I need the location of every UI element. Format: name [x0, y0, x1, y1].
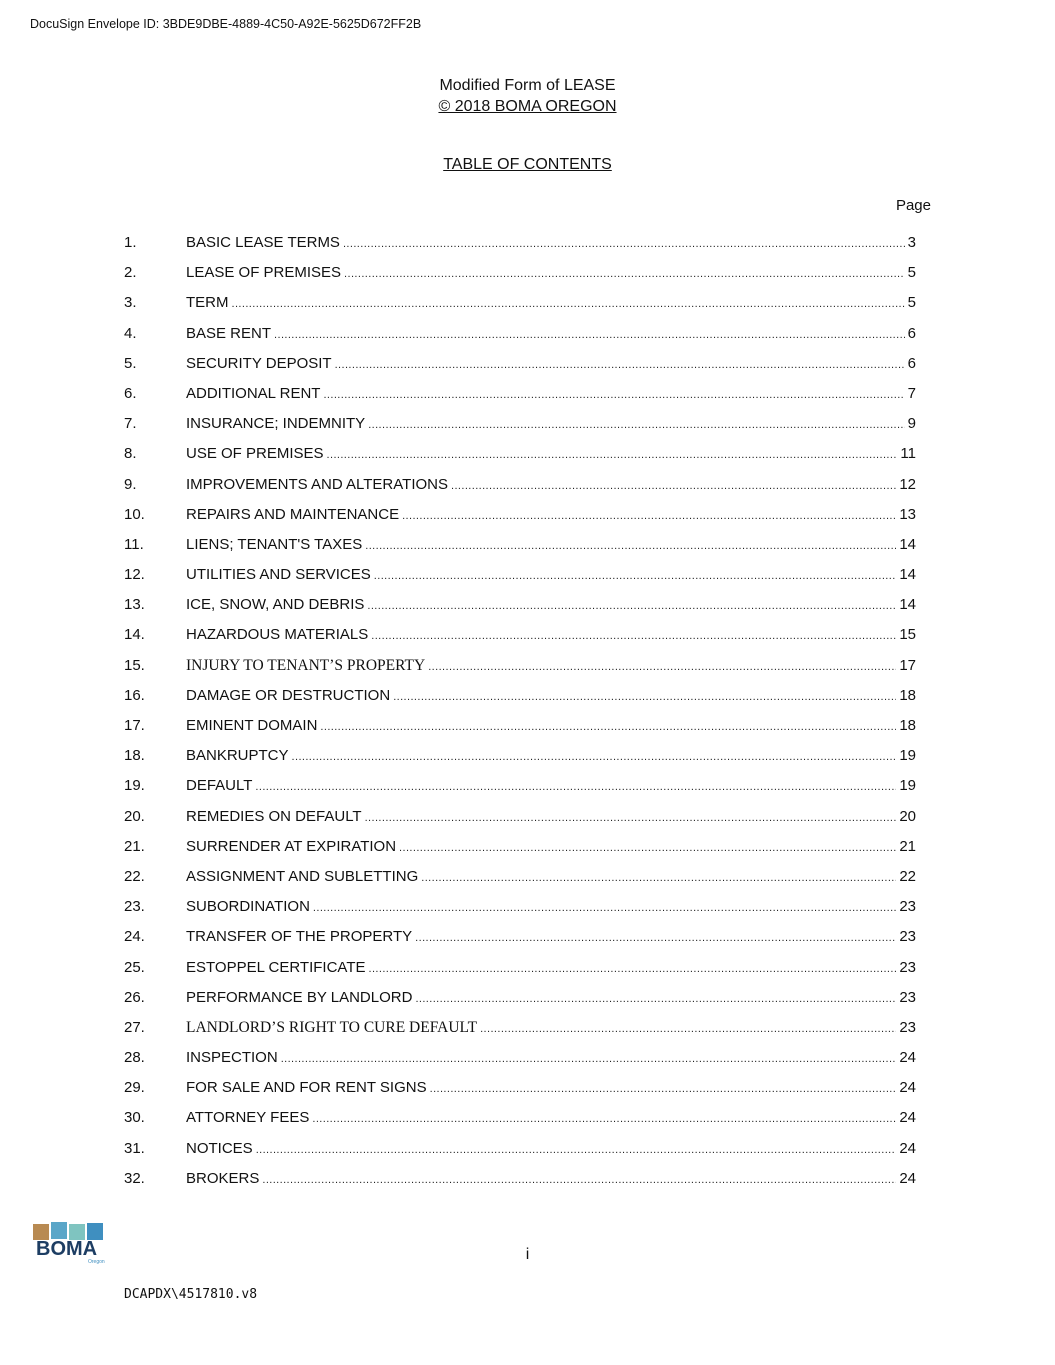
toc-dot-leader [281, 1053, 897, 1065]
toc-entry-page: 23 [899, 958, 916, 976]
toc-entry[interactable] [124, 596, 916, 626]
toc-entry-page: 5 [907, 294, 916, 312]
toc-entry-number: 32. [124, 1169, 145, 1187]
toc-entry-page: 24 [899, 1169, 916, 1187]
toc-heading: TABLE OF CONTENTS [443, 156, 612, 173]
toc-dot-leader [365, 812, 897, 824]
toc-entry-title: LIENS; TENANT'S TAXES [186, 535, 363, 553]
toc-entry-title: UTILITIES AND SERVICES [186, 566, 371, 584]
toc-entry-number: 19. [124, 777, 145, 795]
toc-entry-number: 14. [124, 626, 145, 644]
toc-entry[interactable] [124, 928, 916, 958]
document-title [0, 75, 1055, 117]
toc-entry-number: 21. [124, 837, 145, 855]
toc-entry[interactable] [124, 1140, 916, 1170]
toc-entry-number: 25. [124, 958, 145, 976]
toc-entry-title: TRANSFER OF THE PROPERTY [186, 928, 413, 946]
toc-entry-title: REMEDIES ON DEFAULT [186, 807, 362, 825]
toc-dot-leader [428, 661, 896, 673]
toc-dot-leader [256, 1144, 897, 1156]
toc-entry-title: NOTICES [186, 1139, 253, 1157]
toc-entry[interactable] [124, 536, 916, 566]
toc-entry-number: 16. [124, 686, 145, 704]
toc-entry[interactable] [124, 415, 916, 445]
toc-entry-title: ADDITIONAL RENT [186, 384, 321, 402]
toc-entry-page: 6 [907, 324, 916, 342]
toc-entry-page: 9 [907, 415, 916, 433]
toc-entry[interactable] [124, 868, 916, 898]
toc-entry[interactable] [124, 777, 916, 807]
toc-entry-number: 1. [124, 234, 137, 251]
toc-entry-number: 13. [124, 596, 145, 614]
toc-entry-number: 17. [124, 717, 145, 734]
toc-entry-title: FOR SALE AND FOR RENT SIGNS [186, 1079, 427, 1097]
toc-dot-leader [480, 1023, 896, 1035]
toc-entry-title: REPAIRS AND MAINTENANCE [186, 505, 400, 523]
toc-entry-number: 22. [124, 867, 145, 885]
toc-entry-page: 23 [899, 1018, 916, 1036]
toc-entry-page: 24 [899, 1079, 916, 1097]
toc-dot-leader [232, 298, 905, 310]
toc-entry-number: 15. [124, 656, 145, 674]
toc-entry-page: 13 [899, 505, 916, 523]
toc-entry-page: 24 [899, 1049, 916, 1067]
toc-dot-leader [402, 510, 896, 522]
toc-entry[interactable] [124, 657, 916, 687]
toc-entry-title: TERM [186, 294, 229, 312]
toc-entry[interactable] [124, 234, 916, 264]
toc-entry-number: 7. [124, 415, 137, 433]
toc-entry-page: 15 [899, 626, 916, 644]
document-id: DCAPDX\4517810.v8 [124, 1287, 258, 1302]
toc-entry-title: ESTOPPEL CERTIFICATE [186, 958, 366, 976]
toc-entry-number: 31. [124, 1139, 145, 1157]
toc-entry[interactable] [124, 566, 916, 596]
toc-dot-leader [374, 570, 897, 582]
toc-entry-number: 3. [124, 294, 137, 312]
toc-dot-leader [371, 630, 896, 642]
toc-entry-number: 4. [124, 324, 137, 342]
toc-entry-number: 29. [124, 1079, 145, 1097]
toc-dot-leader [365, 540, 896, 552]
toc-dot-leader [344, 268, 905, 280]
toc-entry-page: 19 [899, 747, 916, 765]
toc-entry-page: 24 [899, 1109, 916, 1127]
toc-entry[interactable] [124, 506, 916, 536]
toc-entry-page: 23 [899, 898, 916, 916]
toc-entry[interactable] [124, 838, 916, 868]
toc-entry-page: 23 [899, 988, 916, 1006]
toc-entry-number: 6. [124, 384, 137, 402]
docusign-envelope-id: DocuSign Envelope ID: 3BDE9DBE-4889-4C50-A92E-5625D672FF2B [30, 17, 422, 31]
toc-dot-leader [343, 238, 905, 250]
toc-entry-number: 30. [124, 1109, 145, 1127]
toc-entry[interactable] [124, 747, 916, 777]
toc-entry[interactable] [124, 1019, 916, 1049]
toc-dot-leader [320, 721, 896, 733]
toc-entry[interactable] [124, 989, 916, 1019]
toc-dot-leader [430, 1083, 897, 1095]
toc-entry-number: 28. [124, 1049, 145, 1067]
toc-entry-page: 11 [900, 445, 916, 463]
toc-entry-page: 19 [899, 777, 916, 795]
toc-entry-page: 21 [899, 837, 916, 855]
toc-entry[interactable] [124, 808, 916, 838]
toc-dot-leader [262, 1174, 896, 1186]
toc-dot-leader [367, 600, 896, 612]
toc-entry-page: 17 [899, 656, 916, 674]
toc-entry-title: SURRENDER AT EXPIRATION [186, 837, 397, 855]
toc-dot-leader [313, 902, 896, 914]
toc-entry-title: BROKERS [186, 1169, 260, 1187]
toc-page-column-label: Page [895, 197, 931, 214]
toc-dot-leader [368, 419, 904, 431]
toc-entry-page: 24 [899, 1139, 916, 1157]
toc-dot-leader [274, 329, 905, 341]
toc-dot-leader [335, 359, 905, 371]
toc-entry[interactable] [124, 325, 916, 355]
toc-entry[interactable] [124, 959, 916, 989]
toc-entry-number: 23. [124, 898, 145, 916]
toc-entry-number: 18. [124, 747, 145, 765]
toc-entry[interactable] [124, 385, 916, 415]
toc-entry-title: DAMAGE OR DESTRUCTION [186, 686, 391, 704]
toc-entry-title: BANKRUPTCY [186, 747, 289, 765]
toc-entry-number: 8. [124, 445, 137, 463]
toc-entry[interactable] [124, 898, 916, 928]
toc-dot-leader [451, 480, 896, 492]
logo-subtext: Oregon [88, 1259, 105, 1264]
toc-entry[interactable] [124, 264, 916, 294]
toc-entry-page: 6 [907, 354, 916, 372]
toc-entry-number: 12. [124, 566, 145, 584]
toc-dot-leader [415, 932, 896, 944]
toc-entry-title: LEASE OF PREMISES [186, 264, 342, 282]
toc-entry[interactable] [124, 687, 916, 717]
toc-entry[interactable] [124, 445, 916, 475]
toc-entry-number: 20. [124, 807, 145, 825]
toc-entry-title: INJURY TO TENANT’S PROPERTY [186, 656, 426, 674]
toc-dot-leader [255, 781, 896, 793]
toc-entry-title: HAZARDOUS MATERIALS [186, 626, 369, 644]
toc-entry-number: 24. [124, 928, 145, 946]
toc-entry[interactable] [124, 476, 916, 506]
toc-entry-title: SUBORDINATION [186, 898, 310, 916]
toc-entry-page: 14 [899, 566, 916, 584]
toc-entry-page: 14 [899, 596, 916, 614]
toc-entry-page: 23 [899, 928, 916, 946]
toc-entry-page: 12 [899, 475, 916, 493]
toc-entry-number: 26. [124, 988, 145, 1006]
toc-dot-leader [327, 449, 898, 461]
title-line-1: Modified Form of LEASE [439, 77, 616, 94]
logo-tile-2 [51, 1222, 67, 1239]
toc-entry-title: IMPROVEMENTS AND ALTERATIONS [186, 475, 448, 493]
toc-entry-title: ATTORNEY FEES [186, 1109, 310, 1127]
toc-entry[interactable] [124, 1170, 916, 1200]
toc-entry-title: BASIC LEASE TERMS [186, 234, 340, 251]
toc-dot-leader [415, 993, 896, 1005]
toc-entry-title: BASE RENT [186, 324, 272, 342]
toc-entry-page: 3 [907, 234, 916, 251]
toc-entry-title: EMINENT DOMAIN [186, 717, 318, 734]
toc-entry-number: 10. [124, 505, 145, 523]
toc-entry-title: ICE, SNOW, AND DEBRIS [186, 596, 365, 614]
toc-entry[interactable] [124, 1079, 916, 1109]
toc-dot-leader [323, 389, 904, 401]
toc-entry-page: 18 [899, 717, 916, 734]
toc-dot-leader [421, 872, 896, 884]
toc-entry-page: 7 [907, 384, 916, 402]
toc-entry-title: INSPECTION [186, 1049, 278, 1067]
toc-entry-page: 22 [899, 867, 916, 885]
logo-text: BOMA [36, 1238, 98, 1260]
toc-entry[interactable] [124, 355, 916, 385]
toc-entry-page: 20 [899, 807, 916, 825]
toc-dot-leader [399, 842, 896, 854]
toc-entry[interactable] [124, 626, 916, 656]
toc-entry-title: USE OF PREMISES [186, 445, 324, 463]
toc-dot-leader [292, 751, 897, 763]
page-number: i [525, 1246, 530, 1263]
toc-entry-number: 2. [124, 264, 137, 282]
toc-entry-number: 5. [124, 354, 137, 372]
toc-entry-number: 9. [124, 475, 137, 493]
toc-entry[interactable] [124, 1049, 916, 1079]
toc-entry-title: PERFORMANCE BY LANDLORD [186, 988, 413, 1006]
table-of-contents [124, 234, 916, 1200]
toc-entry-number: 11. [124, 535, 144, 553]
title-line-2: © 2018 BOMA OREGON [438, 98, 617, 115]
toc-entry[interactable] [124, 717, 916, 747]
toc-entry[interactable] [124, 1109, 916, 1139]
toc-dot-leader [393, 691, 896, 703]
toc-entry-page: 18 [899, 686, 916, 704]
toc-dot-leader [369, 963, 897, 975]
toc-entry-title: INSURANCE; INDEMNITY [186, 415, 366, 433]
toc-entry-page: 5 [907, 264, 916, 282]
toc-entry-number: 27. [124, 1018, 145, 1036]
toc-entry-title: DEFAULT [186, 777, 253, 795]
toc-entry-page: 14 [899, 535, 916, 553]
toc-entry-title: SECURITY DEPOSIT [186, 354, 332, 372]
toc-entry-title: LANDLORD’S RIGHT TO CURE DEFAULT [186, 1018, 478, 1036]
toc-entry-title: ASSIGNMENT AND SUBLETTING [186, 867, 419, 885]
toc-dot-leader [312, 1113, 896, 1125]
toc-entry[interactable] [124, 294, 916, 324]
